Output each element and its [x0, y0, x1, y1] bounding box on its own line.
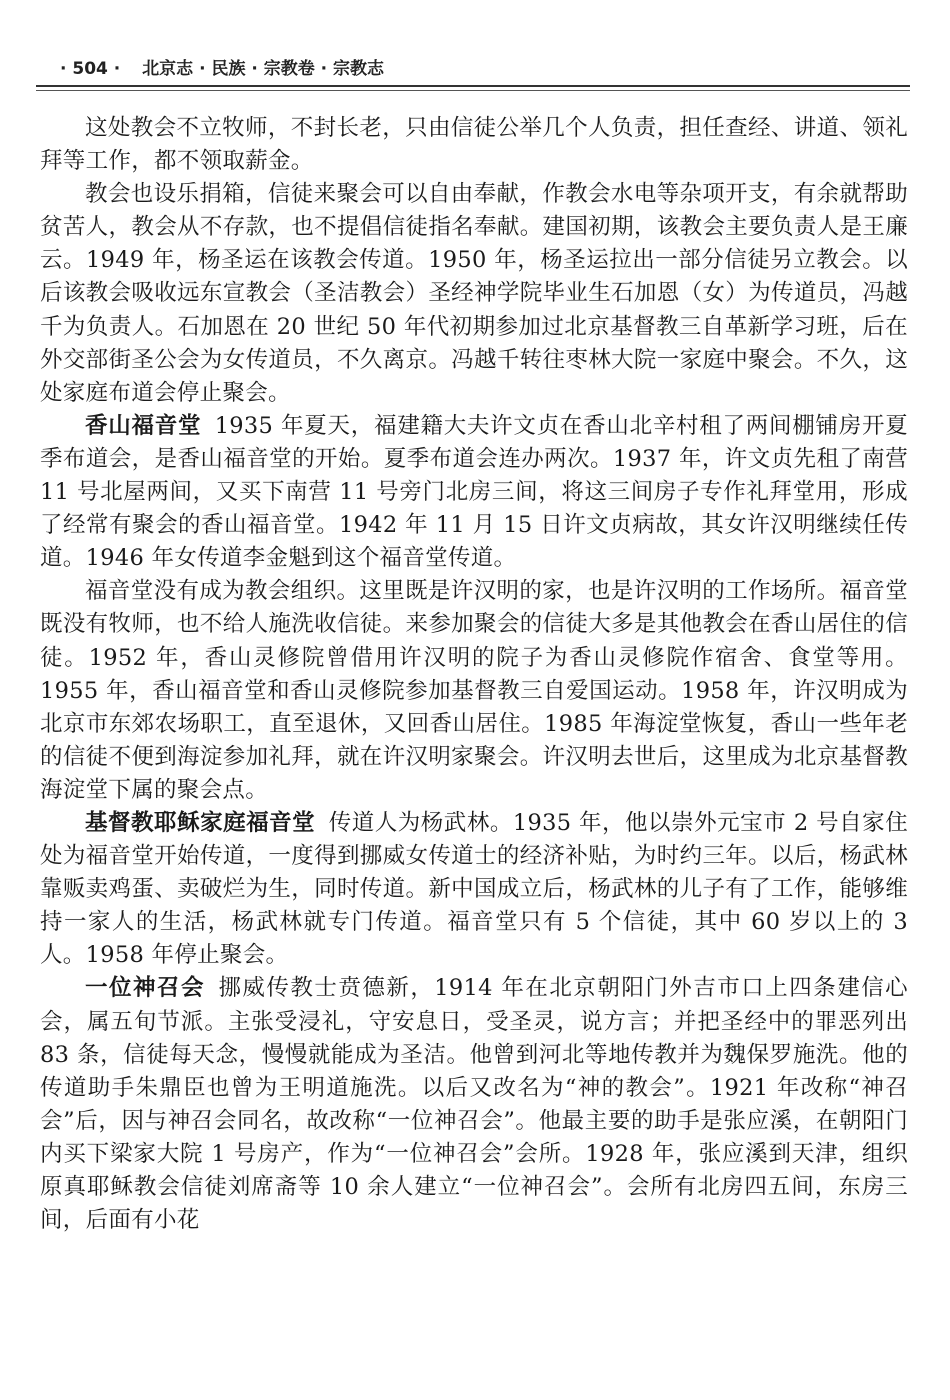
running-header	[40, 54, 910, 84]
book-title: 北京志 · 民族 · 宗教卷 · 宗教志	[142, 59, 385, 79]
paragraph	[40, 410, 908, 575]
body-text	[40, 112, 908, 1237]
paragraph-text: 福音堂没有成为教会组织。这里既是许汉明的家，也是许汉明的工作场所。福音堂既没有牧师，也不给人施洗收信徒。来参加聚会的信徒大多是其他教会在香山居住的信徒。1952 年，香山灵修院曾借用许汉明的院子为香山灵修院作宿舍、食堂等用。1955 年，香山福音堂和香山灵修院参加基督教三自爱国运动。1958 年，许汉明成为北京市东郊农场职工，直至退休，又回香山居住。1985 年海淀堂恢复，香山一些年老的信徒不便到海淀参加礼拜，就在许汉明家聚会。许汉明去世后，这里成为北京基督教海淀堂下属的聚会点。	[40, 578, 908, 803]
paragraph-text: 这处教会不立牧师，不封长老，只由信徒公举几个人负责，担任查经、讲道、领礼拜等工作，都不领取薪金。	[40, 115, 908, 175]
paragraph-text: 教会也设乐捐箱，信徒来聚会可以自由奉献，作教会水电等杂项开支，有余就帮助贫苦人，教会从不存款，也不提倡信徒指名奉献。建国初期，该教会主要负责人是王廉云。1949 年，杨圣运在该教会传道。1950 年，杨圣运拉出一部分信徒另立教会。以后该教会吸收远东宣教会（圣洁教会）圣经神学院毕业生石加恩（女）为传道员，冯越千为负责人。石加恩在 20 世纪 50 年代初期参加过北京基督教三自革新学习班，后在外交部街圣公会为女传道员，不久离京。冯越千转往枣林大院一家庭中聚会。不久，这处家庭布道会停止聚会。	[40, 181, 908, 406]
header-rule-thick	[36, 85, 910, 87]
page-number: · 504 ·	[60, 59, 121, 79]
paragraph	[40, 178, 908, 410]
section-heading: 香山福音堂	[85, 412, 202, 439]
header-rule-thin	[36, 90, 910, 91]
paragraph-text: 1935 年夏天，福建籍大夫许文贞在香山北辛村租了两间棚铺房开夏季布道会，是香山福音堂的开始。夏季布道会连办两次。1937 年，许文贞先租了南营 11 号北屋两间，又买下南营 11 号旁门北房三间，将这三间房子专作礼拜堂用，形成了经常有聚会的香山福音堂。1942 年 11 月 15 日许文贞病故，其女许汉明继续任传道。1946 年女传道李金魁到这个福音堂传道。	[40, 412, 908, 572]
paragraph	[40, 575, 908, 807]
section-heading: 基督教耶稣家庭福音堂	[85, 809, 316, 836]
paragraph-text: 传道人为杨武林。1935 年，他以崇外元宝市 2 号自家住处为福音堂开始传道，一度得到挪威女传道士的经济补贴，为时约三年。以后，杨武林靠贩卖鸡蛋、卖破烂为生，同时传道。新中国成立后，杨武林的儿子有了工作，能够维持一家人的生活，杨武林就专门传道。福音堂只有 5 个信徒，其中 60 岁以上的 3 人。1958 年停止聚会。	[40, 809, 908, 969]
paragraph	[40, 972, 908, 1237]
paragraph-text: 挪威传教士贲德新，1914 年在北京朝阳门外吉市口上四条建信心会，属五旬节派。主张受浸礼，守安息日，受圣灵，说方言；并把圣经中的罪恶列出 83 条，信徒每天念，慢慢就能成为圣洁。他曾到河北等地传教并为魏保罗施洗。他的传道助手朱鼎臣也曾为王明道施洗。以后又改名为“神的教会”。1921 年改称“神召会”后，因与神召会同名，故改称“一位神召会”。他最主要的助手是张应溪，在朝阳门内买下梁家大院 1 号房产，作为“一位神召会”会所。1928 年，张应溪到天津，组织原真耶稣教会信徒刘席斋等 10 余人建立“一位神召会”。会所有北房四五间，东房三间，后面有小花	[40, 975, 908, 1234]
paragraph	[40, 807, 908, 972]
paragraph	[40, 112, 908, 178]
section-heading: 一位神召会	[85, 975, 205, 1002]
